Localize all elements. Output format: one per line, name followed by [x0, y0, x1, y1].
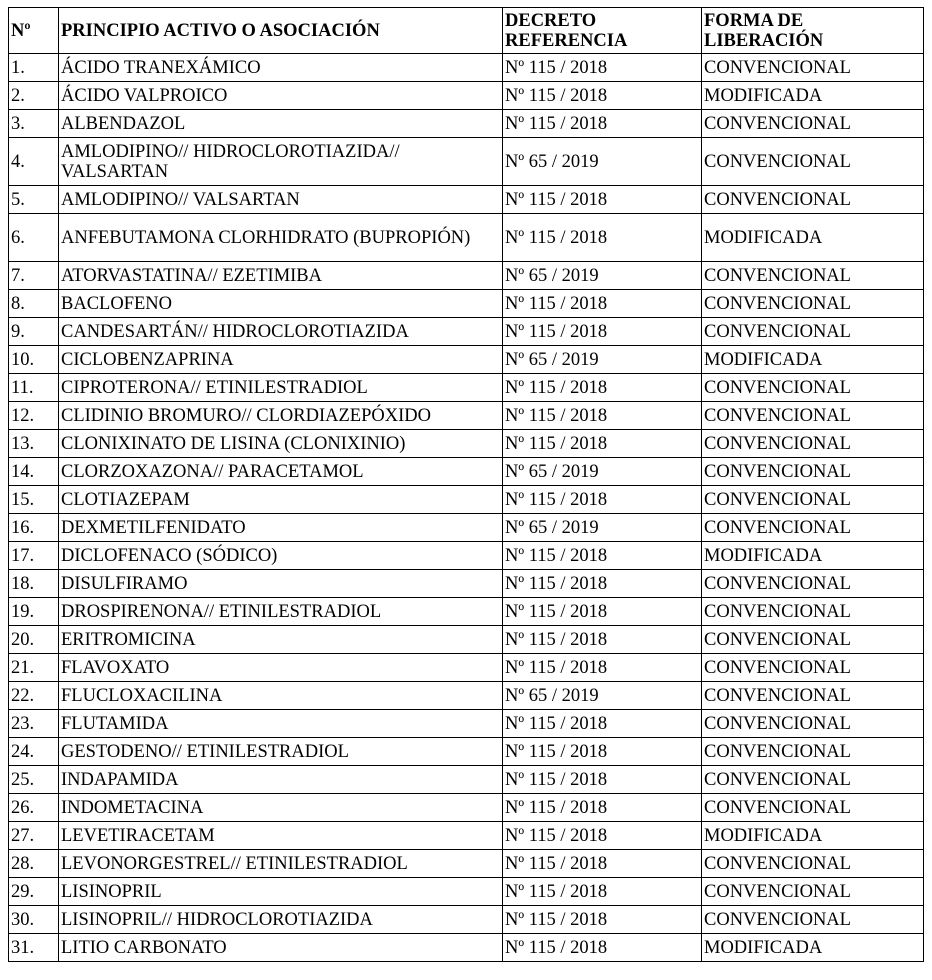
cell-principio: CLONIXINATO DE LISINA (CLONIXINIO) — [59, 430, 503, 458]
cell-decreto: Nº 115 / 2018 — [503, 934, 702, 962]
cell-forma: CONVENCIONAL — [702, 110, 924, 138]
cell-decreto: Nº 115 / 2018 — [503, 766, 702, 794]
cell-principio: ÁCIDO VALPROICO — [59, 82, 503, 110]
table-row — [9, 766, 924, 794]
table-row — [9, 514, 924, 542]
cell-num: 9. — [9, 318, 59, 346]
cell-decreto: Nº 115 / 2018 — [503, 710, 702, 738]
table-row — [9, 430, 924, 458]
cell-decreto: Nº 65 / 2019 — [503, 458, 702, 486]
cell-forma: CONVENCIONAL — [702, 570, 924, 598]
table-row — [9, 486, 924, 514]
table-row — [9, 794, 924, 822]
cell-principio: DROSPIRENONA// ETINILESTRADIOL — [59, 598, 503, 626]
cell-forma: CONVENCIONAL — [702, 850, 924, 878]
cell-forma: CONVENCIONAL — [702, 598, 924, 626]
table-row — [9, 822, 924, 850]
cell-principio: ATORVASTATINA// EZETIMIBA — [59, 262, 503, 290]
cell-forma: MODIFICADA — [702, 214, 924, 262]
cell-num: 4. — [9, 138, 59, 186]
cell-forma: CONVENCIONAL — [702, 262, 924, 290]
cell-decreto: Nº 65 / 2019 — [503, 138, 702, 186]
cell-num: 17. — [9, 542, 59, 570]
cell-principio: DICLOFENACO (SÓDICO) — [59, 542, 503, 570]
table-row — [9, 110, 924, 138]
cell-forma: CONVENCIONAL — [702, 402, 924, 430]
cell-num: 25. — [9, 766, 59, 794]
table-row — [9, 570, 924, 598]
cell-num: 24. — [9, 738, 59, 766]
cell-forma: CONVENCIONAL — [702, 514, 924, 542]
table-row — [9, 934, 924, 962]
table-row — [9, 458, 924, 486]
cell-num: 5. — [9, 186, 59, 214]
cell-forma: CONVENCIONAL — [702, 486, 924, 514]
cell-principio: INDAPAMIDA — [59, 766, 503, 794]
cell-decreto: Nº 115 / 2018 — [503, 850, 702, 878]
cell-decreto: Nº 115 / 2018 — [503, 598, 702, 626]
cell-num: 30. — [9, 906, 59, 934]
cell-principio: CLORZOXAZONA// PARACETAMOL — [59, 458, 503, 486]
cell-forma: CONVENCIONAL — [702, 430, 924, 458]
cell-num: 23. — [9, 710, 59, 738]
cell-decreto: Nº 115 / 2018 — [503, 54, 702, 82]
cell-num: 19. — [9, 598, 59, 626]
cell-forma: MODIFICADA — [702, 542, 924, 570]
table-row — [9, 374, 924, 402]
cell-decreto: Nº 115 / 2018 — [503, 654, 702, 682]
cell-principio: ALBENDAZOL — [59, 110, 503, 138]
cell-decreto: Nº 115 / 2018 — [503, 110, 702, 138]
cell-forma: CONVENCIONAL — [702, 738, 924, 766]
table-row — [9, 682, 924, 710]
cell-principio: FLUCLOXACILINA — [59, 682, 503, 710]
cell-decreto: Nº 65 / 2019 — [503, 262, 702, 290]
header-principio: PRINCIPIO ACTIVO O ASOCIACIÓN — [59, 8, 503, 54]
cell-principio: LEVONORGESTREL// ETINILESTRADIOL — [59, 850, 503, 878]
table-row — [9, 262, 924, 290]
cell-forma: MODIFICADA — [702, 346, 924, 374]
cell-forma: MODIFICADA — [702, 822, 924, 850]
table-row — [9, 654, 924, 682]
cell-principio: ERITROMICINA — [59, 626, 503, 654]
cell-decreto: Nº 65 / 2019 — [503, 682, 702, 710]
cell-num: 20. — [9, 626, 59, 654]
cell-principio: CLIDINIO BROMURO// CLORDIAZEPÓXIDO — [59, 402, 503, 430]
cell-num: 3. — [9, 110, 59, 138]
cell-forma: CONVENCIONAL — [702, 878, 924, 906]
cell-num: 28. — [9, 850, 59, 878]
cell-forma: CONVENCIONAL — [702, 186, 924, 214]
cell-num: 14. — [9, 458, 59, 486]
cell-forma: CONVENCIONAL — [702, 654, 924, 682]
cell-principio: ÁCIDO TRANEXÁMICO — [59, 54, 503, 82]
cell-num: 8. — [9, 290, 59, 318]
cell-num: 11. — [9, 374, 59, 402]
cell-forma: CONVENCIONAL — [702, 794, 924, 822]
table-row — [9, 318, 924, 346]
cell-decreto: Nº 115 / 2018 — [503, 542, 702, 570]
cell-principio: LISINOPRIL// HIDROCLOROTIAZIDA — [59, 906, 503, 934]
cell-decreto: Nº 115 / 2018 — [503, 626, 702, 654]
table-row — [9, 290, 924, 318]
cell-decreto: Nº 115 / 2018 — [503, 318, 702, 346]
cell-principio: CIPROTERONA// ETINILESTRADIOL — [59, 374, 503, 402]
cell-num: 27. — [9, 822, 59, 850]
cell-num: 12. — [9, 402, 59, 430]
cell-num: 6. — [9, 214, 59, 262]
cell-num: 22. — [9, 682, 59, 710]
table-row — [9, 346, 924, 374]
cell-principio: LISINOPRIL — [59, 878, 503, 906]
cell-num: 13. — [9, 430, 59, 458]
cell-decreto: Nº 115 / 2018 — [503, 570, 702, 598]
cell-forma: CONVENCIONAL — [702, 374, 924, 402]
cell-decreto: Nº 115 / 2018 — [503, 290, 702, 318]
cell-decreto: Nº 65 / 2019 — [503, 346, 702, 374]
header-num: Nº — [9, 8, 59, 54]
table-header-row — [9, 8, 924, 54]
table-row — [9, 850, 924, 878]
cell-num: 21. — [9, 654, 59, 682]
cell-principio: LITIO CARBONATO — [59, 934, 503, 962]
cell-num: 26. — [9, 794, 59, 822]
cell-decreto: Nº 115 / 2018 — [503, 822, 702, 850]
table-row — [9, 626, 924, 654]
table-row — [9, 738, 924, 766]
cell-num: 7. — [9, 262, 59, 290]
cell-principio: CICLOBENZAPRINA — [59, 346, 503, 374]
cell-forma: CONVENCIONAL — [702, 626, 924, 654]
cell-num: 2. — [9, 82, 59, 110]
cell-decreto: Nº 115 / 2018 — [503, 402, 702, 430]
header-decreto: DECRETO REFERENCIA — [503, 8, 702, 54]
cell-forma: CONVENCIONAL — [702, 682, 924, 710]
cell-forma: CONVENCIONAL — [702, 458, 924, 486]
table-row — [9, 878, 924, 906]
cell-principio: GESTODENO// ETINILESTRADIOL — [59, 738, 503, 766]
cell-num: 18. — [9, 570, 59, 598]
cell-principio: CANDESARTÁN// HIDROCLOROTIAZIDA — [59, 318, 503, 346]
cell-decreto: Nº 115 / 2018 — [503, 486, 702, 514]
cell-principio: LEVETIRACETAM — [59, 822, 503, 850]
table-row — [9, 906, 924, 934]
cell-num: 10. — [9, 346, 59, 374]
table-row — [9, 82, 924, 110]
cell-num: 29. — [9, 878, 59, 906]
table-row — [9, 138, 924, 186]
cell-principio: DISULFIRAMO — [59, 570, 503, 598]
cell-decreto: Nº 115 / 2018 — [503, 794, 702, 822]
cell-forma: CONVENCIONAL — [702, 290, 924, 318]
table-row — [9, 186, 924, 214]
header-forma: FORMA DE LIBERACIÓN — [702, 8, 924, 54]
cell-principio: FLAVOXATO — [59, 654, 503, 682]
cell-decreto: Nº 115 / 2018 — [503, 186, 702, 214]
cell-decreto: Nº 115 / 2018 — [503, 82, 702, 110]
cell-principio: ANFEBUTAMONA CLORHIDRATO (BUPROPIÓN) — [59, 214, 503, 262]
table-row — [9, 54, 924, 82]
cell-forma: CONVENCIONAL — [702, 710, 924, 738]
cell-decreto: Nº 115 / 2018 — [503, 878, 702, 906]
cell-principio: AMLODIPINO// HIDROCLOROTIAZIDA// VALSARTAN — [59, 138, 503, 186]
table-row — [9, 542, 924, 570]
table-row — [9, 598, 924, 626]
cell-forma: MODIFICADA — [702, 934, 924, 962]
cell-decreto: Nº 115 / 2018 — [503, 430, 702, 458]
cell-principio: CLOTIAZEPAM — [59, 486, 503, 514]
cell-principio: FLUTAMIDA — [59, 710, 503, 738]
table-row — [9, 710, 924, 738]
cell-principio: DEXMETILFENIDATO — [59, 514, 503, 542]
cell-num: 16. — [9, 514, 59, 542]
cell-forma: CONVENCIONAL — [702, 138, 924, 186]
cell-decreto: Nº 115 / 2018 — [503, 214, 702, 262]
cell-decreto: Nº 115 / 2018 — [503, 738, 702, 766]
cell-decreto: Nº 65 / 2019 — [503, 514, 702, 542]
cell-principio: BACLOFENO — [59, 290, 503, 318]
cell-principio: INDOMETACINA — [59, 794, 503, 822]
table-row — [9, 214, 924, 262]
table-row — [9, 402, 924, 430]
cell-forma: CONVENCIONAL — [702, 906, 924, 934]
cell-forma: MODIFICADA — [702, 82, 924, 110]
cell-num: 31. — [9, 934, 59, 962]
medicines-table — [8, 7, 924, 962]
cell-forma: CONVENCIONAL — [702, 54, 924, 82]
cell-decreto: Nº 115 / 2018 — [503, 374, 702, 402]
cell-forma: CONVENCIONAL — [702, 318, 924, 346]
cell-decreto: Nº 115 / 2018 — [503, 906, 702, 934]
cell-num: 15. — [9, 486, 59, 514]
cell-principio: AMLODIPINO// VALSARTAN — [59, 186, 503, 214]
cell-forma: CONVENCIONAL — [702, 766, 924, 794]
cell-num: 1. — [9, 54, 59, 82]
